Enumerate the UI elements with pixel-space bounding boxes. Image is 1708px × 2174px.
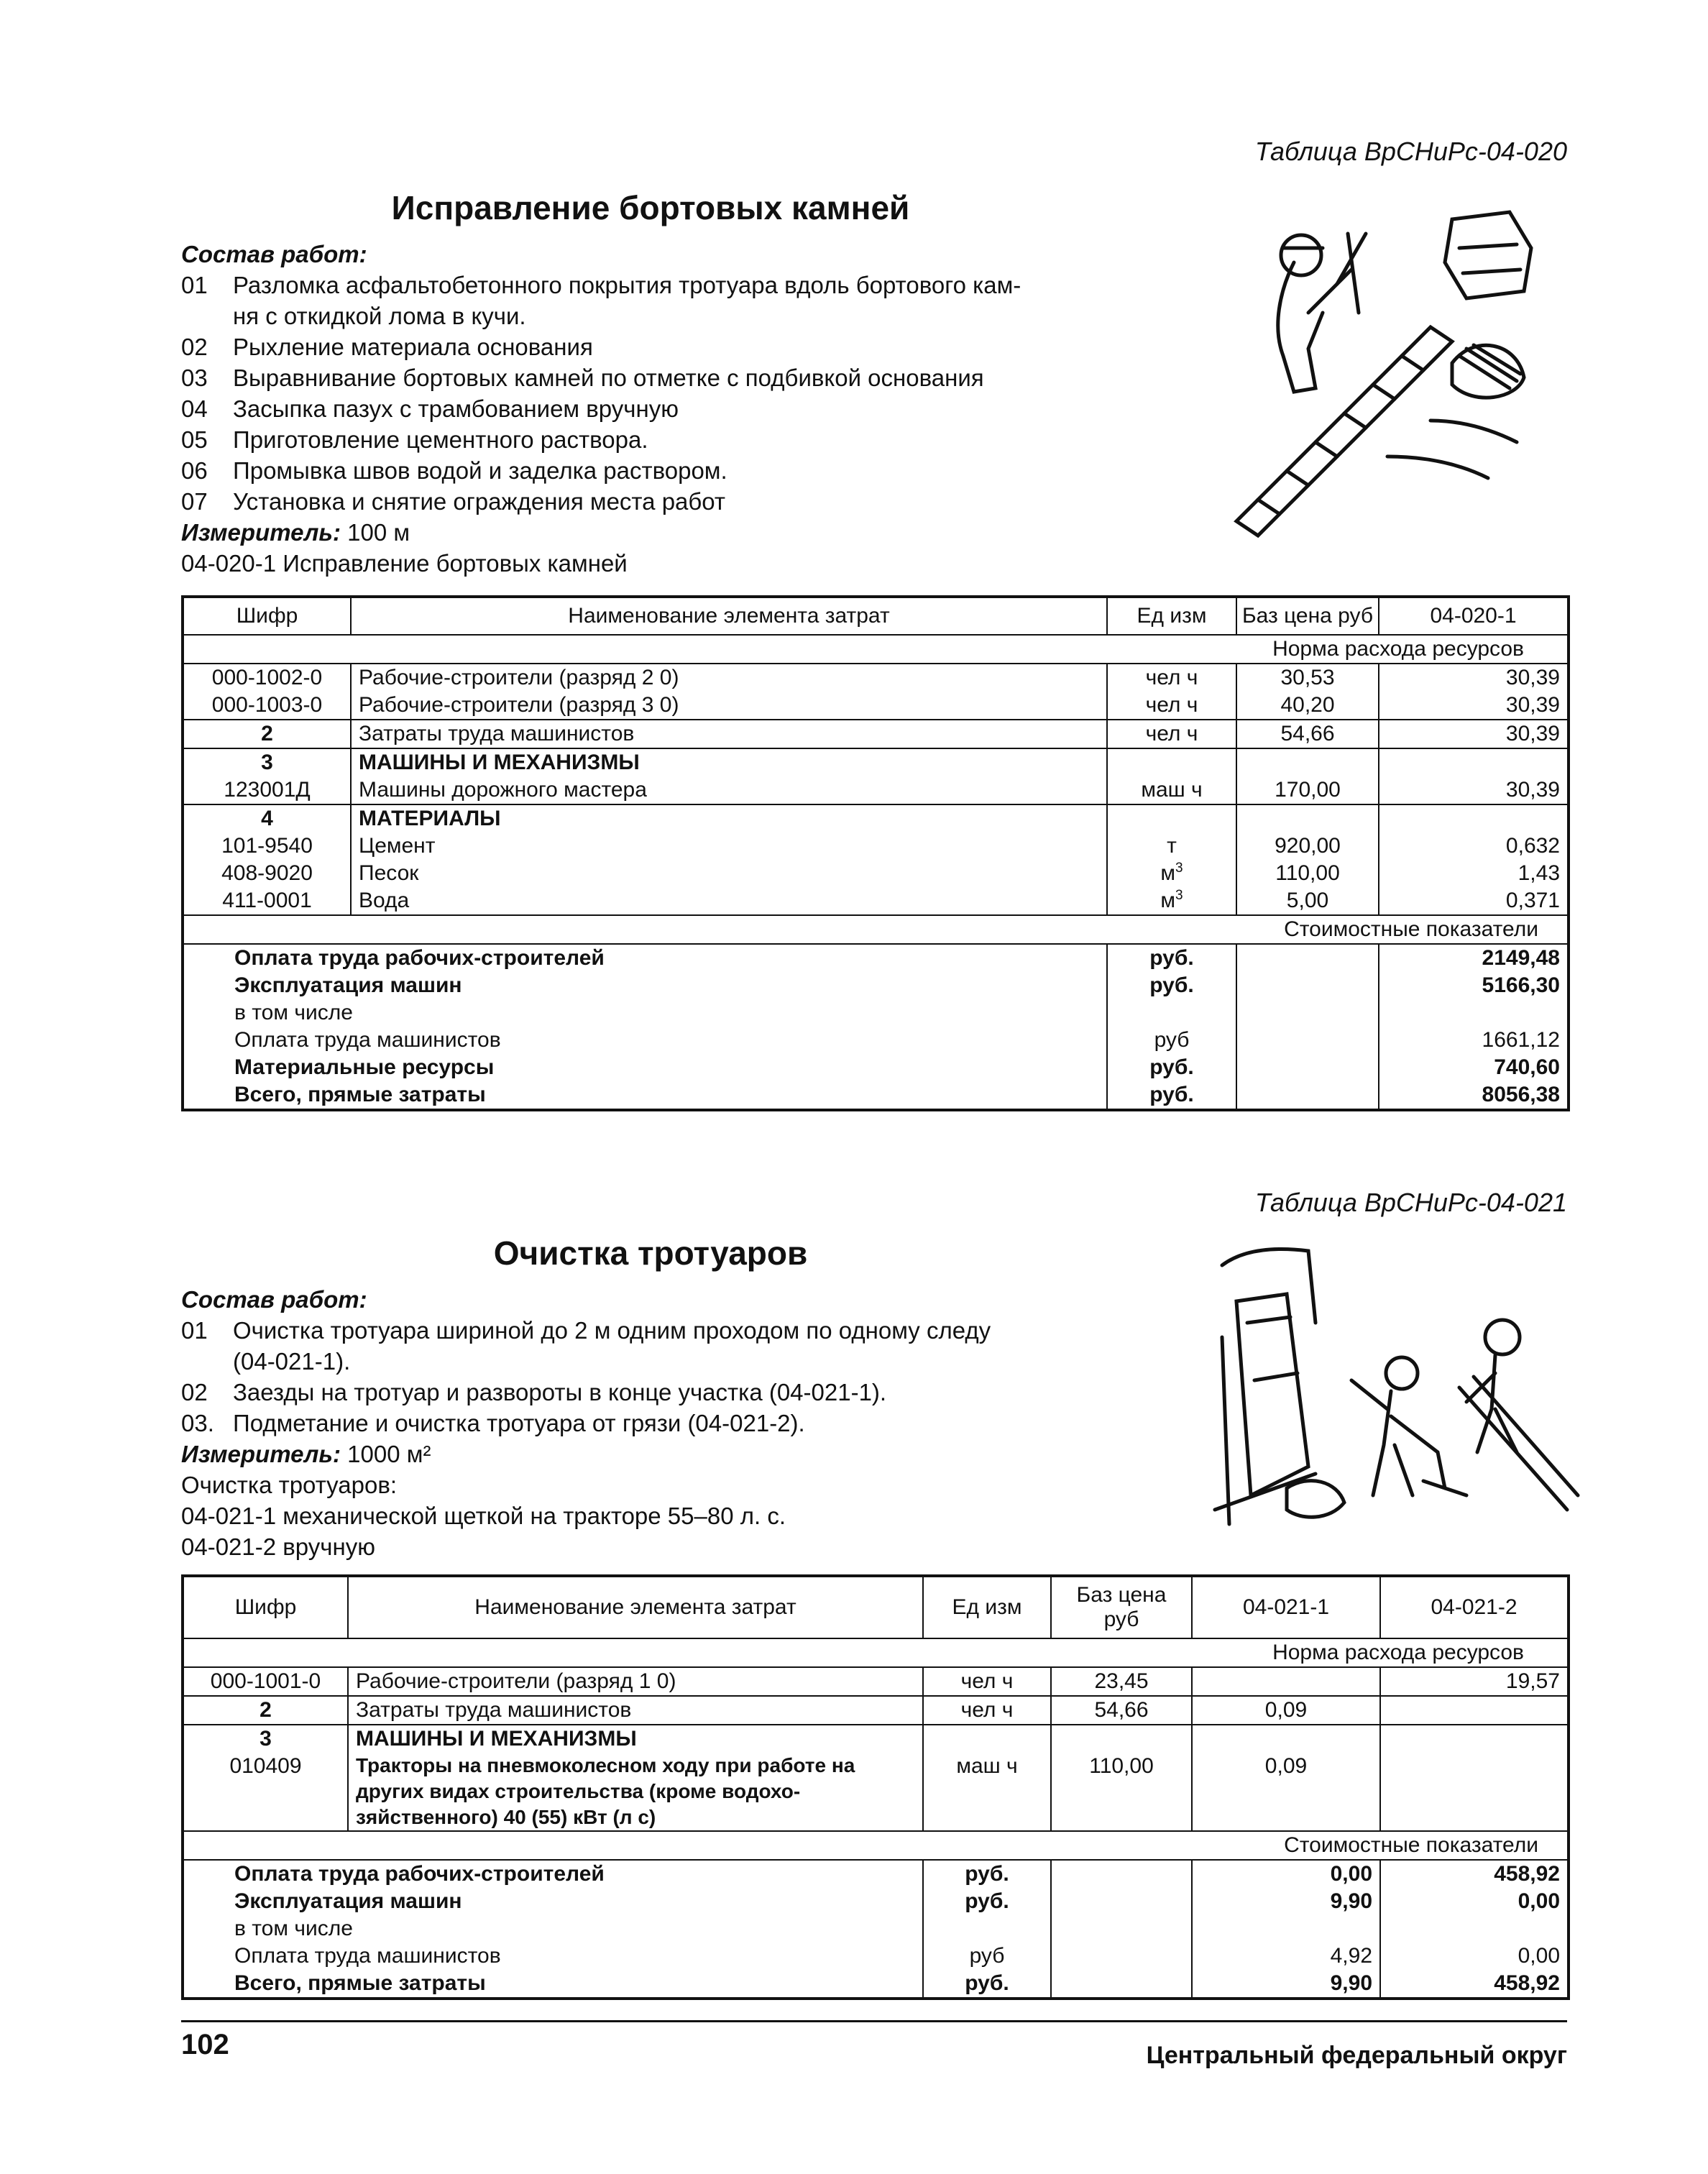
header-unit: Ед изм	[1107, 597, 1236, 635]
item-number: 02	[181, 334, 208, 360]
cost-unit: руб.	[965, 1889, 1009, 1913]
row-value: 1,43	[1518, 861, 1560, 885]
work-label: Состав работ:	[181, 1286, 367, 1313]
cost-value: 9,90	[1330, 1889, 1372, 1913]
row-code: 101-9540	[221, 834, 313, 858]
row-unit: чел ч	[1145, 693, 1198, 717]
row-unit: маш ч	[956, 1754, 1018, 1778]
item-number: 04	[181, 395, 208, 422]
cost-value: 458,92	[1494, 1862, 1560, 1886]
cost-value: 4,92	[1330, 1944, 1372, 1968]
cost-value: 0,00	[1330, 1862, 1372, 1886]
cost-value: 9,90	[1330, 1971, 1372, 1995]
cost-name: Оплата труда машинистов	[234, 1028, 501, 1052]
item-text: Установка и снятие ограждения места работ	[233, 488, 726, 515]
row-code: 000-1003-0	[211, 693, 323, 717]
row-price: 54,66	[1051, 1696, 1192, 1725]
cost-value: 0,00	[1518, 1889, 1560, 1913]
table-row	[183, 664, 1569, 720]
item-text-continued: (04-021-1).	[233, 1348, 351, 1375]
work-composition	[181, 1284, 1173, 1562]
table-row	[183, 804, 1569, 915]
cost-unit: руб.	[965, 1862, 1009, 1886]
cost-unit: руб	[1154, 1028, 1190, 1052]
norm-label: Норма расхода ресурсов	[183, 635, 1569, 664]
row-name: Вода	[359, 889, 410, 912]
cost-name: Оплата труда рабочих-строителей	[234, 946, 605, 970]
section-title: Очистка тротуаров	[493, 1234, 808, 1272]
row-code: 3	[260, 1727, 272, 1751]
resource-table-04-020	[181, 595, 1570, 1111]
table-row	[183, 748, 1569, 804]
table-row	[183, 720, 1569, 748]
row-code: 2	[183, 1696, 348, 1725]
item-text: Разломка асфальтобетонного покрытия тротуара вдоль бортового кам-	[233, 272, 1021, 298]
header-code: Шифр	[183, 597, 351, 635]
row-name: Песок	[359, 861, 419, 885]
table-reference: Таблица ВрСНиРс-04-020	[1254, 137, 1567, 166]
row-name: МАТЕРИАЛЫ	[359, 807, 501, 830]
row-unit: м	[1160, 889, 1176, 912]
row-code: 4	[261, 807, 273, 830]
row-value: 30,39	[1505, 778, 1560, 802]
row-name: Рабочие-строители (разряд 1 0)	[348, 1667, 923, 1696]
cost-name: Оплата труда машинистов	[234, 1944, 501, 1968]
row-unit: чел ч	[923, 1667, 1051, 1696]
table-reference: Таблица ВрСНиРс-04-021	[1254, 1188, 1567, 1217]
row-name: Рабочие-строители (разряд 3 0)	[359, 693, 679, 717]
footer-rule	[181, 2020, 1567, 2022]
cost-value: 740,60	[1494, 1055, 1560, 1079]
row-name: Цемент	[359, 834, 436, 858]
meter-label: Измеритель:	[181, 1441, 341, 1467]
row-value	[1192, 1667, 1380, 1696]
row-code: 123001Д	[224, 778, 311, 802]
row-value: 0,371	[1505, 889, 1560, 912]
norm-label: Норма расхода ресурсов	[183, 1638, 1569, 1667]
item-text: Очистка тротуара шириной до 2 м одним проходом по одному следу	[233, 1317, 991, 1344]
cost-name: Всего, прямые затраты	[234, 1971, 486, 1995]
item-number: 01	[181, 1317, 208, 1344]
table-header-row	[183, 1576, 1569, 1638]
row-price: 23,45	[1051, 1667, 1192, 1696]
row-unit: маш ч	[1141, 778, 1203, 802]
cost-value: 5166,30	[1482, 973, 1560, 997]
footer-region: Центральный федеральный округ	[1146, 2042, 1567, 2069]
row-unit: чел ч	[923, 1696, 1051, 1725]
row-name: МАШИНЫ И МЕХАНИЗМЫ	[356, 1727, 637, 1751]
meter-value: 100 м	[347, 519, 410, 546]
cost-value: 2149,48	[1482, 946, 1560, 970]
row-value: 19,57	[1380, 1667, 1569, 1696]
meter-label: Измеритель:	[181, 519, 341, 546]
row-value: 0,632	[1505, 834, 1560, 858]
sidewalk-cleaning-illustration	[1208, 1237, 1581, 1546]
row-name: Затраты труда машинистов	[348, 1696, 923, 1725]
page-number: 102	[181, 2029, 229, 2060]
table-row	[183, 1696, 1569, 1725]
resource-table-04-021	[181, 1574, 1570, 2000]
item-text: Рыхление материала основания	[233, 334, 593, 360]
cost-rows	[183, 1860, 1569, 1999]
row-price: 170,00	[1275, 778, 1341, 802]
header-code: Шифр	[183, 1576, 348, 1638]
cost-unit: руб.	[1149, 1055, 1194, 1079]
row-price: 110,00	[1089, 1754, 1154, 1778]
row-name: Рабочие-строители (разряд 2 0)	[359, 666, 679, 689]
code-line: 04-021-1 механической щеткой на тракторе 55–80 л. с.	[181, 1503, 786, 1529]
header-name: Наименование элемента затрат	[351, 597, 1107, 635]
row-unit: м	[1160, 861, 1176, 885]
row-name: Затраты труда машинистов	[351, 720, 1107, 748]
work-composition	[181, 239, 1173, 579]
unit-superscript: 3	[1175, 861, 1183, 876]
row-price: 5,00	[1286, 889, 1329, 912]
cost-unit: руб	[969, 1944, 1005, 1968]
item-text: Выравнивание бортовых камней по отметке с подбивкой основания	[233, 364, 984, 391]
header-col1: 04-021-1	[1192, 1576, 1380, 1638]
row-price: 920,00	[1275, 834, 1341, 858]
item-number: 06	[181, 457, 208, 484]
table-header-row	[183, 597, 1569, 635]
row-code: 411-0001	[222, 889, 312, 912]
row-name: МАШИНЫ И МЕХАНИЗМЫ	[359, 751, 640, 774]
item-text: Приготовление цементного раствора.	[233, 426, 648, 453]
unit-superscript: 3	[1175, 888, 1183, 903]
table-row	[183, 1667, 1569, 1696]
cost-value: 458,92	[1494, 1971, 1560, 1995]
row-value: 30,39	[1505, 666, 1560, 689]
table-row	[183, 1725, 1569, 1831]
row-value: 30,39	[1379, 720, 1569, 748]
item-text: Засыпка пазух с трамбованием вручную	[233, 395, 679, 422]
cost-name: Оплата труда рабочих-строителей	[234, 1862, 605, 1886]
meter-value: 1000 м²	[347, 1441, 431, 1467]
item-number: 05	[181, 426, 208, 453]
header-price: Баз цена руб	[1236, 597, 1379, 635]
row-price: 30,53	[1280, 666, 1335, 689]
cost-label: Стоимостные показатели	[183, 915, 1569, 944]
header-col2: 04-021-2	[1380, 1576, 1569, 1638]
row-value: 0,09	[1192, 1696, 1380, 1725]
cost-value: 1661,12	[1482, 1028, 1560, 1052]
row-code: 3	[261, 751, 273, 774]
row-value: 0,09	[1264, 1754, 1308, 1778]
header-unit: Ед изм	[923, 1576, 1051, 1638]
row-name: Машины дорожного мастера	[359, 778, 647, 802]
code-line: 04-021-2 вручную	[181, 1533, 375, 1560]
item-number: 07	[181, 488, 208, 515]
item-text: Заезды на тротуар и развороты в конце участка (04-021-1).	[233, 1379, 887, 1405]
item-text-continued: ня с откидкой лома в кучи.	[233, 303, 526, 329]
row-code: 2	[183, 720, 351, 748]
cost-name: Всего, прямые затраты	[234, 1083, 486, 1106]
sub-title: Очистка тротуаров:	[181, 1472, 398, 1498]
cost-name: Эксплуатация машин	[234, 973, 462, 997]
row-unit: т	[1167, 834, 1177, 858]
item-number: 03.	[181, 1410, 214, 1436]
item-number: 02	[181, 1379, 208, 1405]
row-unit: чел ч	[1107, 720, 1236, 748]
cost-name: в том числе	[234, 1917, 353, 1940]
cost-unit: руб.	[1149, 1083, 1194, 1106]
cost-name: Материальные ресурсы	[234, 1055, 495, 1079]
cost-value: 8056,38	[1482, 1083, 1560, 1106]
row-price: 110,00	[1275, 861, 1340, 885]
cost-unit: руб.	[1149, 973, 1194, 997]
work-label: Состав работ:	[181, 241, 367, 267]
cost-value: 0,00	[1518, 1944, 1560, 1968]
header-col1: 04-020-1	[1379, 597, 1569, 635]
header-name: Наименование элемента затрат	[348, 1576, 923, 1638]
row-code: 010409	[229, 1754, 302, 1778]
cost-name: в том числе	[234, 1001, 353, 1024]
row-price: 54,66	[1236, 720, 1379, 748]
code-line: 04-020-1 Исправление бортовых камней	[181, 550, 628, 577]
row-name: Тракторы на пневмоколесном ходу при работе на других видах строительства (кроме водохо-зяйственного) 40 (55) кВт (л с)	[356, 1754, 855, 1828]
row-code: 000-1001-0	[183, 1667, 348, 1696]
row-value	[1380, 1696, 1569, 1725]
cost-unit: руб.	[965, 1971, 1009, 1995]
cost-rows	[183, 944, 1569, 1110]
item-text: Подметание и очистка тротуара от грязи (04-021-2).	[233, 1410, 805, 1436]
item-number: 03	[181, 364, 208, 391]
header-price: Баз цена руб	[1051, 1576, 1192, 1638]
row-price: 40,20	[1280, 693, 1335, 717]
cost-unit: руб.	[1149, 946, 1194, 970]
curb-repair-illustration	[1215, 205, 1574, 543]
row-value: 30,39	[1505, 693, 1560, 717]
item-number: 01	[181, 272, 208, 298]
row-code: 000-1002-0	[211, 666, 323, 689]
item-text: Промывка швов водой и заделка раствором.	[233, 457, 727, 484]
row-code: 408-9020	[221, 861, 313, 885]
section-title: Исправление бортовых камней	[391, 189, 910, 226]
cost-name: Эксплуатация машин	[234, 1889, 462, 1913]
cost-label: Стоимостные показатели	[183, 1831, 1569, 1860]
row-unit: чел ч	[1145, 666, 1198, 689]
